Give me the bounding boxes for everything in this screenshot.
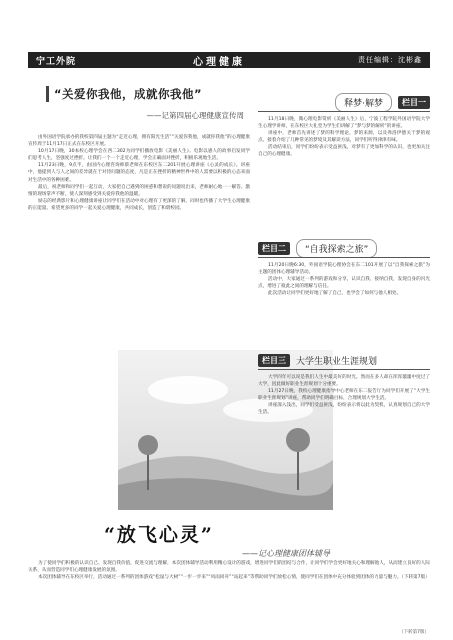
article-care-body: [28, 134, 250, 212]
section-dreams-body: [258, 116, 430, 159]
section-self-explore-paragraph: 活动中，大家通过一系列的游戏和分享，认识自我、接纳自我，发现自身的闪光点，增进了彼此之间的理解与信任。: [258, 277, 430, 290]
section-career-paragraph: 大学四年可以说是我们人生中最美好的时光。然而在多人却在浑浑噩噩中度过了大学，因此做好职业生涯规划十分重要。: [258, 375, 430, 388]
article-care-subtitle: ——记第四届心理健康宣传周: [146, 111, 244, 120]
section-dreams-paragraph: 11月18日晚，微心理电影赏析《美丽人生》后，宁波工程学院外国语学院大学生心理学讲师，在东校区大礼堂为学生们讲解了“梦与梦的解析”的讲座。: [258, 117, 430, 130]
article-care-paragraph: 10月17日晚，30本校心理学会在西二302为同学们播放电影《美丽人生》。电影以感人的故事启发同学们思考人生，坚强度过挫折。让我们一个一个走近心理，学会正确面对挫折，积极乐观地生活。: [28, 149, 250, 162]
article-flight-paragraph: 本次团体辅导在东校区举行，活动通过一系列的团体游戏“松鼠与大树”“一步一步来”“风雨同舟”“站起来”等帮助同学们放松心情，使同学们在团体中充分体验到团体的力量与魅力。（下转第7版）: [38, 575, 430, 581]
section-self-explore-paragraph: 11月20日晚6:30，外国语学院心理协会在东二101开展了以“自我探索之旅”为主题的团体心理辅导活动。: [258, 263, 430, 276]
section-dreams-paragraph: 活动结束后，同学们纷纷表示受益匪浅，对梦有了更加科学的认识，也更加关注自己的心理健康。: [258, 145, 430, 158]
section-divider: [258, 108, 430, 112]
section-career-paragraph: 讲座深入浅出，同学们受益匪浅，纷纷表示将以此为契机，认真规划自己的大学生活。: [258, 403, 430, 416]
header-section-title: 心理健康: [193, 56, 245, 68]
section-dreams: [258, 92, 430, 165]
page-header: [28, 52, 430, 68]
article-flight-title: “放飞心灵”: [104, 524, 214, 546]
article-flight-body: [28, 560, 430, 582]
section-dreams-label: 释梦·解梦: [335, 93, 392, 112]
article-care-title-box: [28, 80, 250, 134]
header-section-left: 宁工外院: [36, 56, 77, 67]
section-dreams-paragraph: 讲座中，老师首先讲述了梦的科学理论，梦的来源，以及弗洛伊德关于梦的观点。接着介绍了几种常见的梦境及其解读方法，同学们听得津津有味。: [258, 131, 430, 144]
section-dreams-header: [258, 92, 430, 112]
section-self-explore-label: “自我探索之旅”: [296, 239, 377, 258]
article-care-paragraph: 11月23日晚，9点半，由国内心理咨询师蔡老师在东校区东二201开展心理讲座《心灵的成长》。讲座中，他提到人与人之间的差异就在于对待问题的态度，凡是正在挫折的精神世界中的人需要以积极的心态来面对生活中的各种困难。: [28, 163, 250, 183]
section-self-explore: [258, 238, 430, 303]
section-self-explore-header: [258, 238, 430, 258]
article-care: [28, 80, 250, 212]
article-flight-subtitle: ——记心理健康团体辅导: [242, 549, 330, 558]
section-dreams-badge: 栏目一: [398, 96, 430, 109]
article-care-paragraph: 励志的经典影片和心理健康讲座让同学们在活动中对心理有了更深的了解，同时也传播了大学生心理健康的正能量。希望更多的同学一起关爱心理健康，共同成长，创造了和谐校园。: [28, 198, 250, 211]
continued-note: （下转第7版）: [399, 630, 429, 635]
section-divider: [258, 254, 430, 258]
section-career-body: [258, 374, 430, 417]
section-career-paragraph: 11月27日晚，我校心理健康指导中心老师在东二报告厅为同学们开展了“大学生职业生涯规划”讲座，帮助同学们明确目标，合理规划大学生活。: [258, 389, 430, 402]
section-career: [258, 350, 430, 423]
section-self-explore-badge: 栏目二: [258, 242, 290, 255]
section-divider: [258, 366, 430, 370]
section-self-explore-body: [258, 262, 430, 297]
section-career-badge: 栏目三: [258, 354, 290, 367]
section-career-header: [258, 350, 430, 370]
article-care-paragraph: 最后，祝老师和同学们一起互动，大家把自己遇到的困惑和想说的问题说出来，老师耐心地一一解答。激情的现场掌声不断，使人深刻感受到关爱你我他的温暖。: [28, 184, 250, 197]
section-self-explore-paragraph: 此次活动让同学们更好地了解了自己，也学会了如何与他人相处。: [268, 291, 402, 297]
article-care-title: “关爱你我他，成就你我他”: [46, 86, 202, 102]
header-editor: 责任编辑：沈彬鑫: [358, 56, 422, 64]
section-career-label: 大学生职业生涯规划: [296, 356, 378, 367]
article-care-paragraph: 由外国语学院承办的我校第四届主题为“走近心理，拥有阳光生活”“关爱你我他，成就你我他”的心理健康宣传周于11月17日正式在东校区开展。: [28, 135, 250, 148]
article-flight-paragraph: 为了使同学们积极的认识自己、发现自我价值，促进交流与理解，本次团体辅导活动利用精心设计的游戏，增进同学们的团结与合作，让同学们学会更好地关心和理解他人，从而建立良好的人际关系，从而营造同学们心理健康发展的氛围。: [28, 561, 430, 574]
